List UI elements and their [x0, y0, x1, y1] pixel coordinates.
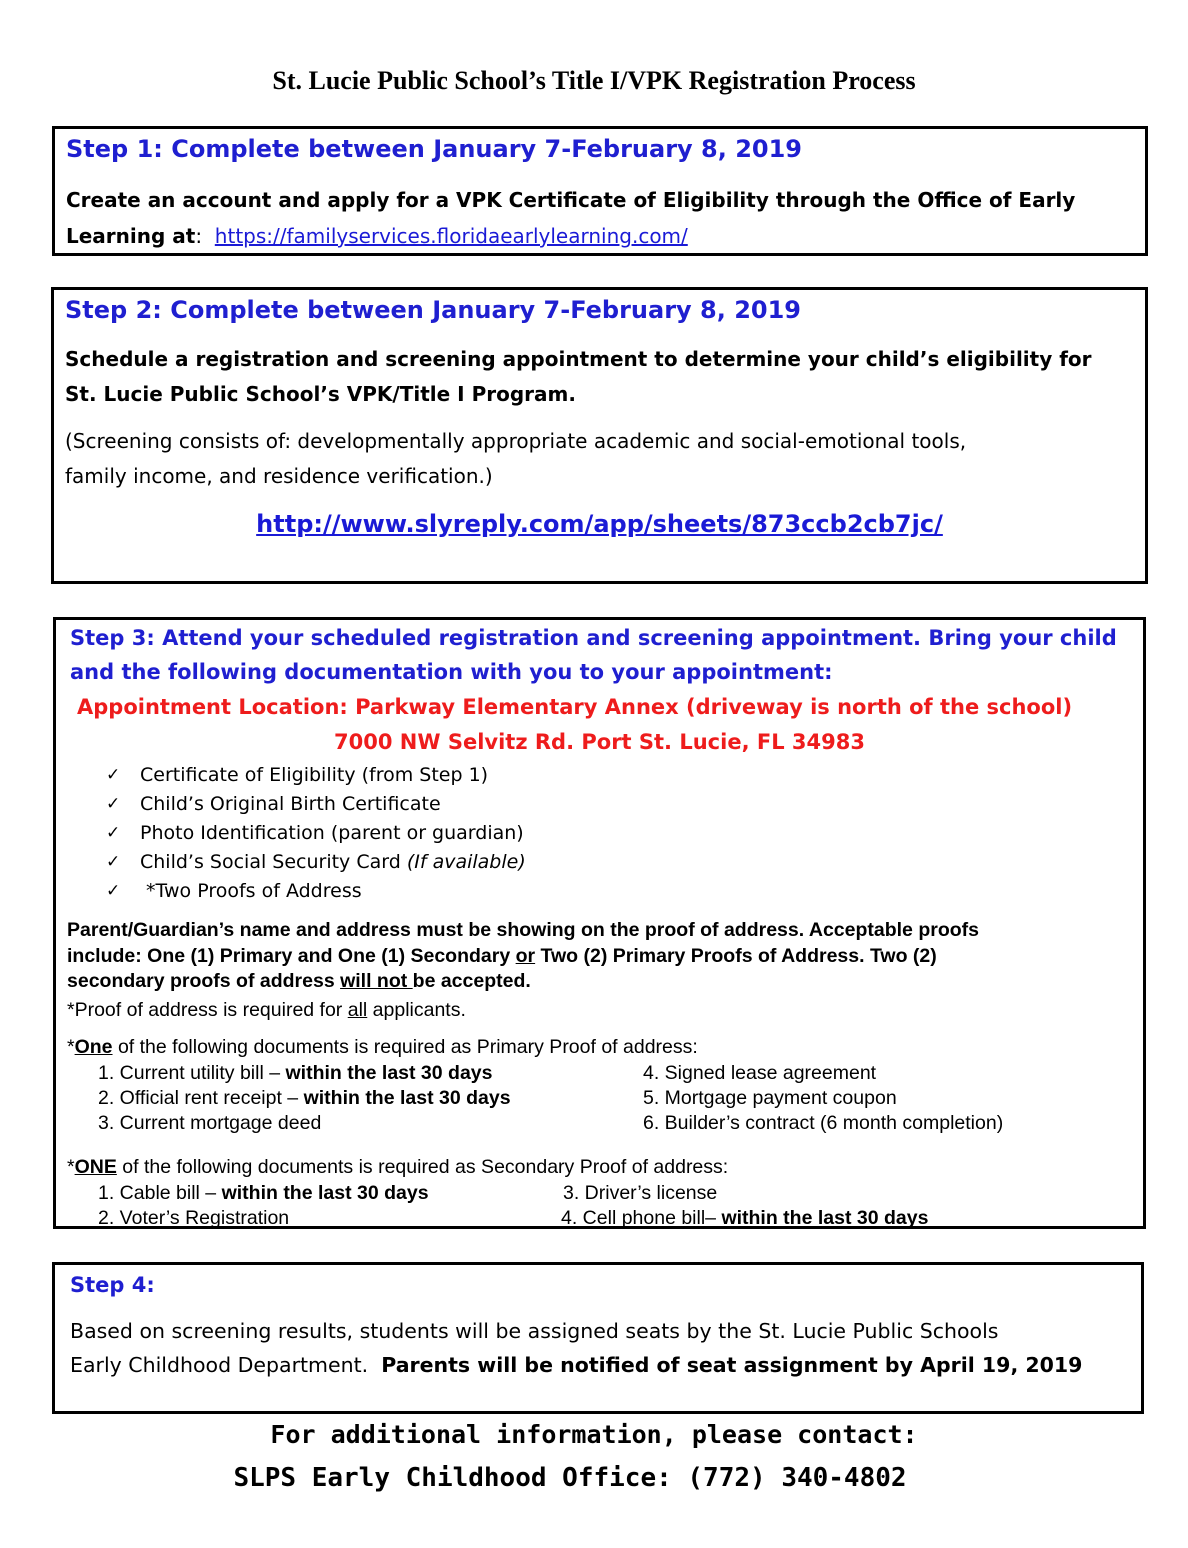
checkmark-icon: ✓: [106, 793, 121, 814]
appointment-location: Appointment Location: Parkway Elementary Annex (driveway is north of the school): [77, 695, 1073, 719]
primary-proof-list-right: [643, 1061, 1003, 1136]
checklist-item-text: Child’s Original Birth Certificate: [140, 792, 441, 815]
primary-intro-rest: of the following documents is required as Primary Proof of address:: [112, 1036, 698, 1058]
checkmark-icon: ✓: [106, 822, 121, 843]
required-note: [67, 999, 466, 1022]
checklist-item: [106, 818, 526, 847]
proof-para-will-not: will not: [340, 970, 413, 992]
primary-proof-item: [98, 1086, 511, 1111]
primary-intro-star: *: [67, 1036, 75, 1058]
step2-note-line1: (Screening consists of: developmentally appropriate academic and social-emotional tools,: [65, 429, 967, 453]
step3-box: [53, 617, 1146, 1229]
primary-item-text: 2. Official rent receipt –: [98, 1087, 304, 1109]
proof-para-or: or: [515, 944, 536, 967]
proof-para-e: secondary proofs of address: [67, 970, 341, 992]
step3-heading-line2: and the following documentation with you to your appointment:: [70, 660, 833, 684]
secondary-proof-item: [561, 1206, 928, 1231]
primary-item-text: 3. Current mortgage deed: [98, 1112, 322, 1134]
step3-heading-line1: Step 3: Attend your scheduled registration and screening appointment. Bring your child: [70, 626, 1117, 650]
required-note-all: all: [347, 999, 368, 1021]
primary-proof-item: 6. Builder’s contract (6 month completion): [643, 1112, 1004, 1134]
step1-text-line2: [66, 224, 688, 248]
checklist-item: [106, 789, 526, 818]
document-checklist: [106, 760, 526, 906]
primary-proof-list-left: [98, 1061, 511, 1136]
checklist-item-text: *Two Proofs of Address: [140, 880, 362, 903]
secondary-intro-one: ONE: [74, 1156, 117, 1178]
checklist-item: [106, 877, 526, 906]
proof-para-line3: [67, 969, 979, 995]
step4-line2-plain: Early Childhood Department.: [70, 1353, 382, 1377]
checklist-item: [106, 848, 526, 877]
step2-text-line2: St. Lucie Public School’s VPK/Title I Program.: [65, 382, 576, 406]
secondary-item-bold: within the last 30 days: [221, 1182, 429, 1204]
step1-text-line1: Create an account and apply for a VPK Certificate of Eligibility through the Office of Early: [66, 188, 1076, 212]
secondary-proof-item: 2. Voter’s Registration: [98, 1207, 290, 1229]
checkmark-icon: ✓: [106, 764, 121, 785]
checklist-item: [106, 760, 526, 789]
primary-proof-intro: [67, 1036, 698, 1059]
secondary-intro-rest: of the following documents is required as Secondary Proof of address:: [116, 1156, 729, 1178]
step4-line2-bold: Parents will be notified of seat assignment by April 19, 2019: [381, 1353, 1083, 1377]
primary-proof-item: 5. Mortgage payment coupon: [643, 1087, 897, 1109]
required-note-c: applicants.: [367, 999, 466, 1021]
contact-line2: SLPS Early Childhood Office: (772) 340-4802: [233, 1463, 907, 1493]
appointment-address: 7000 NW Selvitz Rd. Port St. Lucie, FL 34983: [334, 730, 865, 754]
step2-link[interactable]: http://www.slyreply.com/app/sheets/873ccb2cb7jc/: [256, 510, 943, 538]
step1-learning-label: Learning at: [66, 224, 196, 248]
contact-line1: For additional information, please contact:: [270, 1420, 918, 1449]
checklist-item-text: Photo Identification (parent or guardian): [140, 821, 524, 844]
step2-box: [51, 287, 1148, 584]
proof-of-address-paragraph: [67, 918, 979, 995]
step1-link[interactable]: https://familyservices.floridaearlylearning.com/: [214, 224, 688, 248]
proof-para-line1: Parent/Guardian’s name and address must be showing on the proof of address. Acceptable proofs: [67, 919, 979, 941]
step2-note-line2: family income, and residence verification.): [65, 464, 493, 488]
secondary-intro-star: *: [67, 1156, 75, 1178]
step2-text-line1: Schedule a registration and screening appointment to determine your child’s eligibility for: [65, 347, 1092, 371]
checkmark-icon: ✓: [106, 881, 121, 902]
proof-para-b: include: One (1) Primary and One (1) Secondary: [67, 944, 516, 967]
proof-para-d: Two (2) Primary Proofs of Address. Two (2): [535, 944, 937, 967]
checklist-item-note: (If available): [406, 851, 526, 874]
secondary-proof-intro: [67, 1156, 728, 1179]
secondary-proof-list-left: [98, 1181, 429, 1231]
step4-line2: [70, 1353, 1082, 1377]
primary-proof-item: 4. Signed lease agreement: [643, 1062, 877, 1084]
secondary-item-text: 1. Cable bill –: [98, 1182, 222, 1204]
step1-box: [52, 126, 1148, 256]
step1-colon: :: [195, 224, 215, 248]
step1-heading: Step 1: Complete between January 7-February 8, 2019: [66, 135, 803, 163]
secondary-proof-list-right: [561, 1181, 928, 1231]
primary-intro-one: One: [74, 1036, 113, 1058]
proof-para-line2: [67, 944, 979, 970]
document-title: St. Lucie Public School’s Title I/VPK Registration Process: [272, 66, 916, 95]
step4-line1: Based on screening results, students will be assigned seats by the St. Lucie Public Schools: [70, 1319, 999, 1343]
primary-proof-item: [98, 1111, 511, 1136]
required-note-a: *Proof of address is required for: [67, 999, 348, 1021]
secondary-item-bold: within the last 30 days: [721, 1207, 929, 1229]
step4-box: [52, 1262, 1144, 1414]
primary-item-text: 1. Current utility bill –: [98, 1062, 286, 1084]
primary-item-bold: within the last 30 days: [285, 1062, 493, 1084]
proof-para-g: be accepted.: [412, 970, 531, 992]
primary-proof-item: [98, 1061, 511, 1086]
secondary-item-text: 4. Cell phone bill–: [561, 1207, 722, 1229]
step4-heading: Step 4:: [70, 1273, 155, 1297]
secondary-proof-item: [98, 1181, 429, 1206]
secondary-proof-item: 3. Driver’s license: [563, 1182, 718, 1204]
checklist-item-text: Certificate of Eligibility (from Step 1): [140, 763, 489, 786]
step2-heading: Step 2: Complete between January 7-February 8, 2019: [65, 296, 802, 324]
checkmark-icon: ✓: [106, 852, 121, 873]
checklist-item-text: Child’s Social Security Card: [140, 851, 407, 874]
primary-item-bold: within the last 30 days: [303, 1087, 511, 1109]
